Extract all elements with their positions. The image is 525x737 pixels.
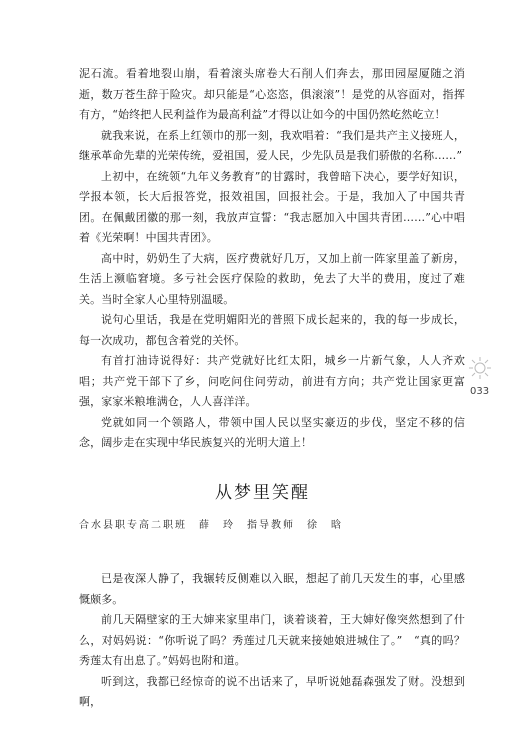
previous-article-body (79, 64, 465, 454)
body-paragraph: 有首打油诗说得好：共产党就好比红太阳，城乡一片新气象，人人齐欢唱；共产党干部下了乡，问吃问住问劳动，前进有方向；共产党让国家更富强，家家米粮堆满仓，人人喜洋洋。 (79, 354, 465, 408)
body-paragraph: 说句心里话，我是在党明媚阳光的普照下成长起来的，我的每一步成长，每一次成功，都包含着党的关怀。 (79, 313, 465, 347)
page-number: 033 (470, 386, 490, 397)
body-paragraph: 听到这，我都已经惊奇的说不出话来了，早听说她磊森强发了财。没想到啊， (79, 674, 465, 708)
body-paragraph: 高中时，奶奶生了大病，医疗费就好几万，又加上前一阵家里盖了新房，生活上濒临窘境。多亏社会医疗保险的救助，免去了大半的费用，度过了难关。当时全家人心里特别温暖。 (79, 251, 465, 306)
body-paragraph: 就我来说，在系上红领巾的那一刻，我欢唱着：“我们是共产主义接班人，继承革命先辈的光荣传统，爱祖国，爱人民，少先队员是我们骄傲的名称……” (79, 128, 465, 162)
body-paragraph: 前几天隔壁家的王大婶来家里串门，谈着谈着，王大婶好像突然想到了什么，对妈妈说：“你听说了吗？秀莲过几天就来接她娘进城住了。” “真的吗？秀莲太有出息了。”妈妈也附和道。 (79, 613, 465, 667)
body-paragraph: 已是夜深人静了，我辗转反侧难以入眠，想起了前几天发生的事，心里感慨颇多。 (79, 572, 465, 606)
article-title: 从梦里笑醒 (215, 483, 310, 503)
article-byline: 合水县职专高二职班 薛 玲 指导教师 徐 晗 (79, 520, 343, 531)
page-ornament-icon (468, 356, 492, 380)
article-body (79, 569, 465, 713)
body-paragraph: 党就如同一个领路人，带领中国人民以坚实豪迈的步伐，坚定不移的信念，阔步走在实现中华民族复兴的光明大道上！ (79, 415, 465, 449)
body-paragraph: 上初中，在统领“九年义务教育”的甘露时，我曾暗下决心，要学好知识，学报本领，长大后报答党，报效祖国，回报社会。于是，我加入了中国共青团。在佩戴团徽的那一刻，我放声宣誓：“我志愿加入中国共青团……”心中唱着《光荣啊！中国共青团》。 (79, 169, 465, 244)
body-paragraph: 泥石流。看着地裂山崩，看着滚头席卷大石削人们奔去，那田园屋厦随之消逝，数万苍生辞于险灾。却只能是“心恣恣，俱滚滚”！是党的从容面对，指挥有方，“始终把人民利益作为最高利益”才得以让如今的中国仍然屹然屹立！ (79, 67, 465, 121)
